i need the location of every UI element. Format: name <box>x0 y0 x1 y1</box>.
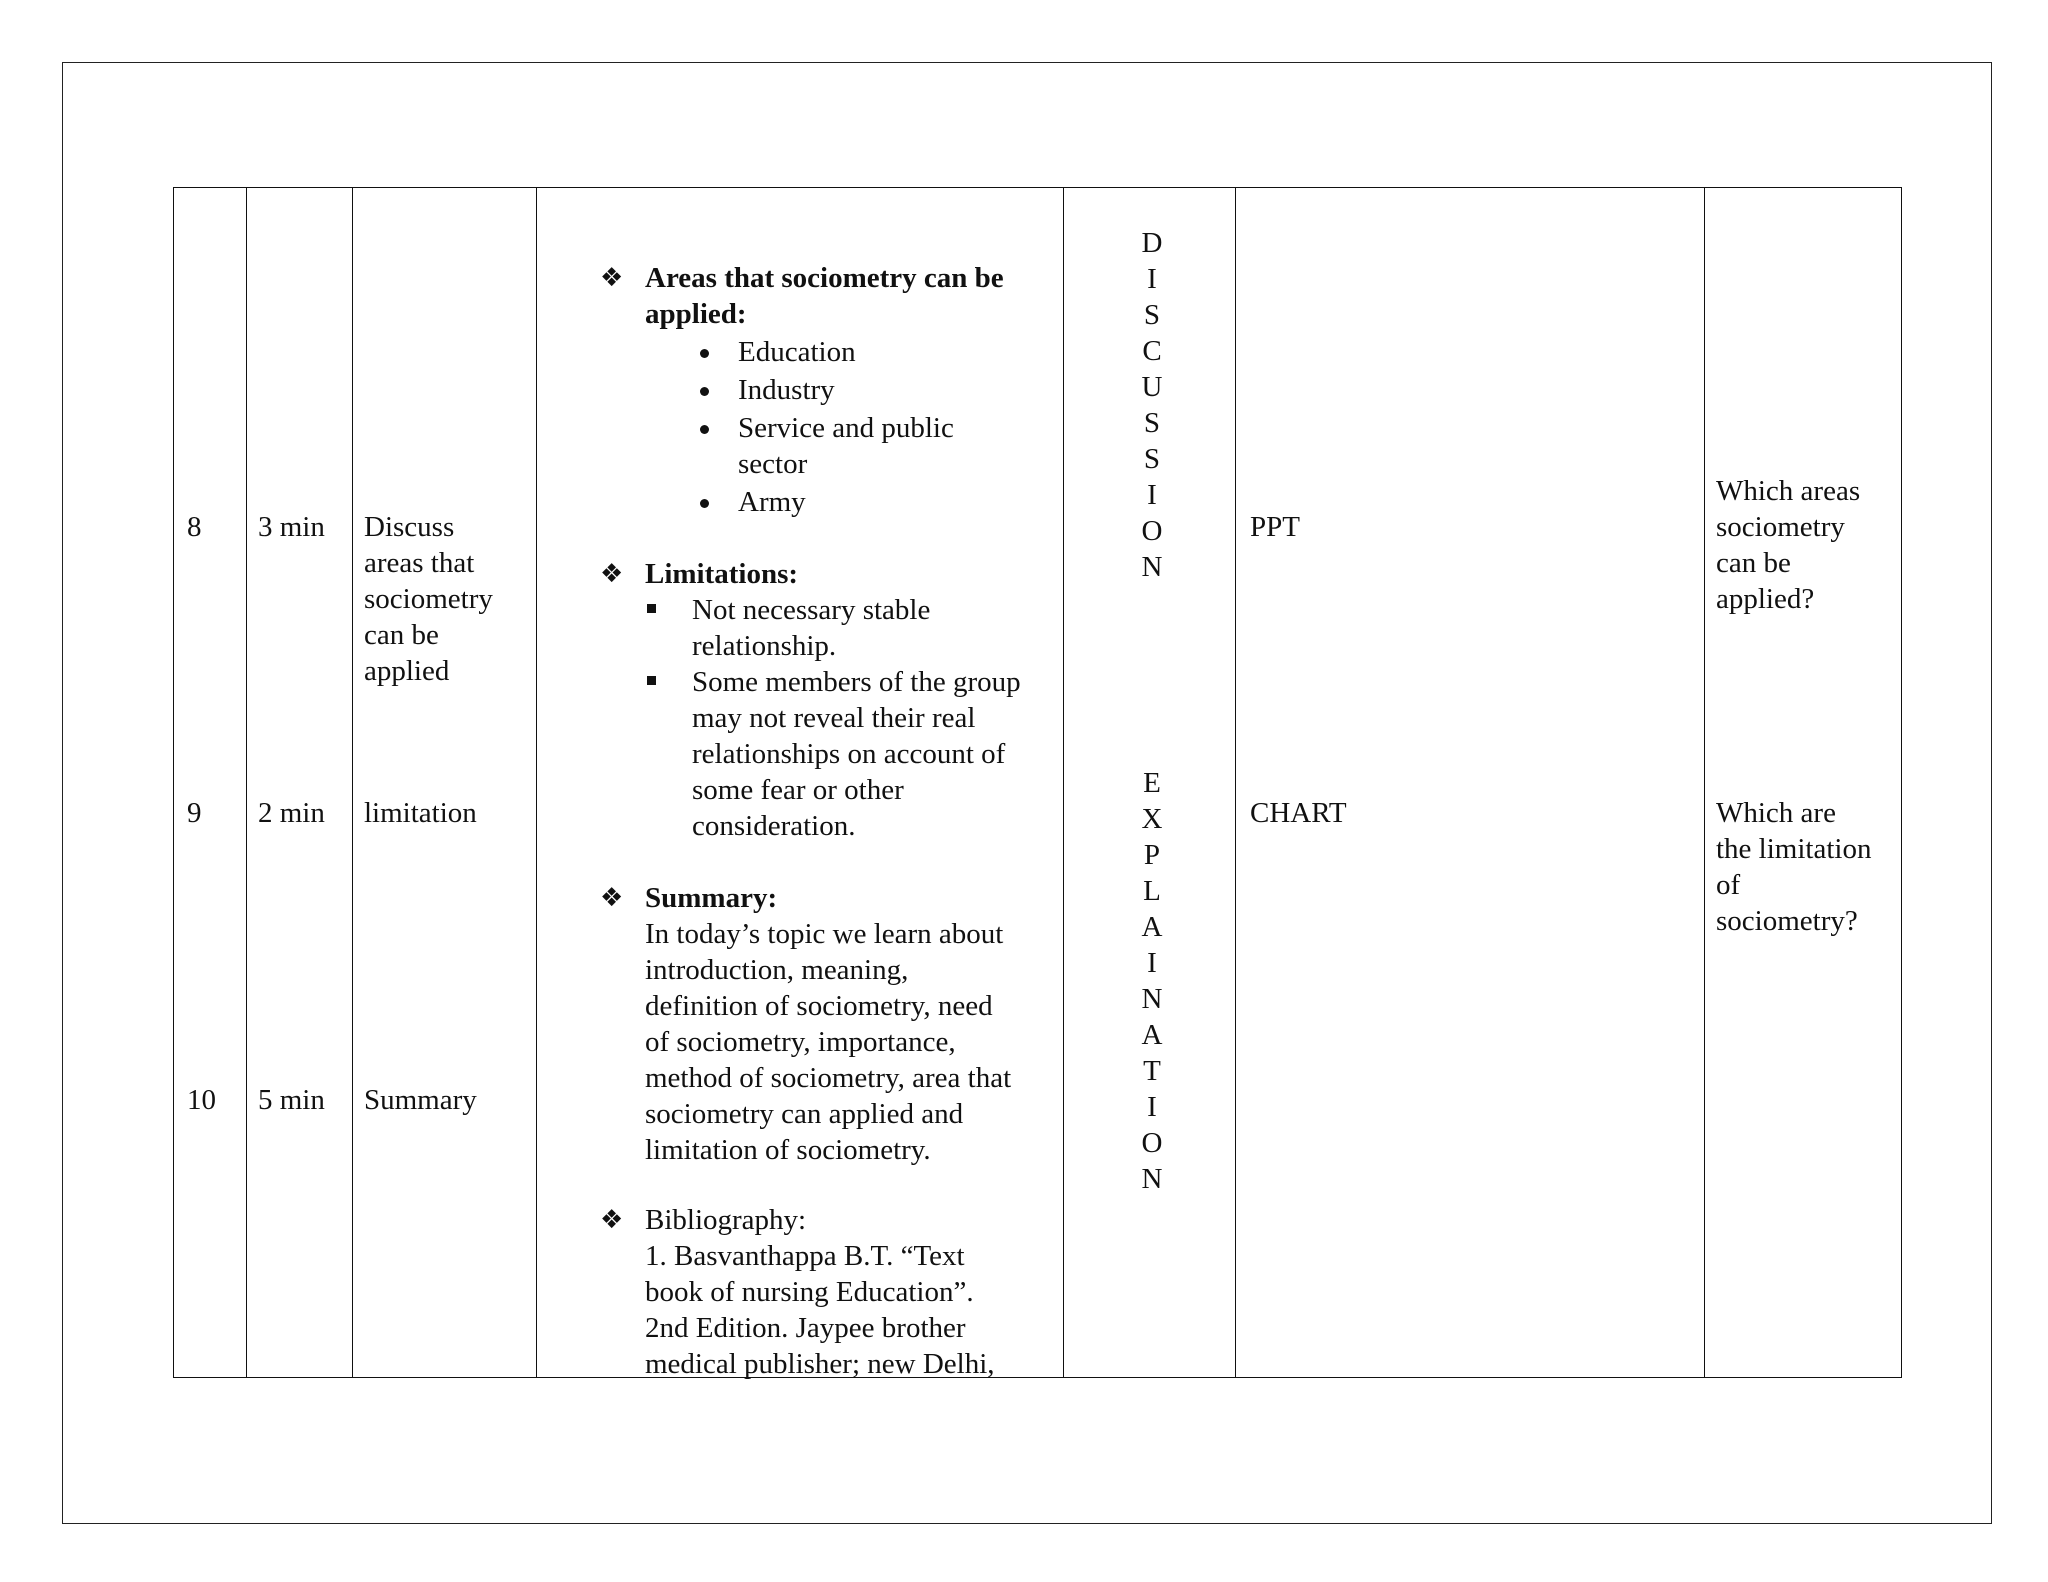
limitation-line: Some members of the group <box>692 666 1021 698</box>
method-letter: E <box>1143 767 1161 799</box>
av-aid-cell: CHART <box>1250 797 1347 829</box>
areas-heading-line: Areas that sociometry can be <box>645 262 1004 294</box>
bullet-dot-icon <box>700 425 709 434</box>
area-item: Education <box>738 336 856 368</box>
square-bullet-icon <box>647 676 656 685</box>
diamond-bullet-icon: ❖ <box>600 883 624 913</box>
column-divider <box>1063 188 1064 1377</box>
areas-heading-line: applied: <box>645 298 747 330</box>
limitation-line: relationships on account of <box>692 738 1006 770</box>
limitation-line: may not reveal their real <box>692 702 976 734</box>
column-divider <box>246 188 247 1377</box>
evaluation-line: applied? <box>1716 583 1815 615</box>
summary-text <box>645 916 1011 1168</box>
column-divider <box>1235 188 1236 1377</box>
limitation-item <box>692 664 1021 844</box>
area-item: Industry <box>738 374 835 406</box>
limitation-line: Not necessary stable <box>692 594 931 626</box>
method-letter: O <box>1141 515 1163 547</box>
bibliography-line: 2nd Edition. Jaypee brother <box>645 1312 966 1344</box>
square-bullet-icon <box>647 604 656 613</box>
method-letter: A <box>1141 911 1163 943</box>
method-explaination <box>1132 765 1172 1197</box>
method-letter: I <box>1147 263 1157 295</box>
time-cell: 5 min <box>258 1084 325 1116</box>
limitations-heading: Limitations: <box>645 558 799 590</box>
summary-line: of sociometry, importance, <box>645 1026 956 1058</box>
evaluation-cell <box>1716 795 1871 939</box>
limitation-line: consideration. <box>692 810 856 842</box>
method-letter: C <box>1142 335 1162 367</box>
column-divider <box>352 188 353 1377</box>
evaluation-cell <box>1716 473 1860 617</box>
av-aid-cell: PPT <box>1250 511 1300 543</box>
evaluation-line: sociometry? <box>1716 905 1858 937</box>
method-letter: L <box>1143 875 1161 907</box>
area-item: Service and public <box>738 412 954 444</box>
method-letter: P <box>1143 839 1161 871</box>
summary-line: definition of sociometry, need <box>645 990 993 1022</box>
diamond-bullet-icon: ❖ <box>600 559 624 589</box>
serial-number: 8 <box>187 511 202 543</box>
bibliography-heading: Bibliography: <box>645 1204 807 1236</box>
time-cell: 3 min <box>258 511 325 543</box>
evaluation-line: Which are <box>1716 797 1836 829</box>
area-item-continued: sector <box>738 448 808 480</box>
evaluation-line: Which areas <box>1716 475 1861 507</box>
objective-cell: Summary <box>364 1084 477 1116</box>
method-letter: S <box>1143 443 1161 475</box>
method-letter: A <box>1141 1019 1163 1051</box>
method-letter: I <box>1147 947 1157 979</box>
method-discussion <box>1132 225 1172 585</box>
summary-line: method of sociometry, area that <box>645 1062 1012 1094</box>
bibliography-line: medical publisher; new Delhi, <box>645 1348 995 1380</box>
method-letter: N <box>1141 551 1163 583</box>
diamond-bullet-icon: ❖ <box>600 1205 624 1235</box>
serial-number: 9 <box>187 797 202 829</box>
summary-line: limitation of sociometry. <box>645 1134 931 1166</box>
bullet-dot-icon <box>700 349 709 358</box>
objective-line: Discuss <box>364 511 455 543</box>
bibliography-line: book of nursing Education”. <box>645 1276 974 1308</box>
objective-line: sociometry <box>364 583 493 615</box>
summary-line: In today’s topic we learn about <box>645 918 1004 950</box>
column-divider <box>1704 188 1705 1377</box>
method-letter: S <box>1143 407 1161 439</box>
time-cell: 2 min <box>258 797 325 829</box>
method-letter: X <box>1141 803 1163 835</box>
method-letter: S <box>1143 299 1161 331</box>
method-letter: I <box>1147 1091 1157 1123</box>
objective-line: areas that <box>364 547 475 579</box>
method-letter: O <box>1141 1127 1163 1159</box>
column-divider <box>536 188 537 1377</box>
areas-heading <box>645 260 1004 332</box>
objective-line: can be <box>364 619 439 651</box>
summary-line: sociometry can applied and <box>645 1098 964 1130</box>
limitation-item <box>692 592 930 664</box>
method-letter: D <box>1141 227 1163 259</box>
objective-cell <box>364 509 493 689</box>
summary-line: introduction, meaning, <box>645 954 909 986</box>
method-letter: T <box>1143 1055 1161 1087</box>
bullet-dot-icon <box>700 499 709 508</box>
bullet-dot-icon <box>700 387 709 396</box>
diamond-bullet-icon: ❖ <box>600 263 624 293</box>
summary-heading: Summary: <box>645 882 778 914</box>
method-letter: I <box>1147 479 1157 511</box>
method-letter: U <box>1141 371 1163 403</box>
limitation-line: some fear or other <box>692 774 904 806</box>
bibliography-line: 1. Basvanthappa B.T. “Text <box>645 1240 965 1272</box>
method-letter: N <box>1141 983 1163 1015</box>
objective-cell: limitation <box>364 797 477 829</box>
method-letter: N <box>1141 1163 1163 1195</box>
bibliography-text <box>645 1238 995 1382</box>
evaluation-line: sociometry <box>1716 511 1845 543</box>
evaluation-line: the limitation <box>1716 833 1872 865</box>
evaluation-line: of <box>1716 869 1741 901</box>
serial-number: 10 <box>187 1084 216 1116</box>
area-item: Army <box>738 486 806 518</box>
evaluation-line: can be <box>1716 547 1791 579</box>
limitation-line: relationship. <box>692 630 837 662</box>
objective-line: applied <box>364 655 450 687</box>
lesson-plan-table <box>173 187 1902 1378</box>
